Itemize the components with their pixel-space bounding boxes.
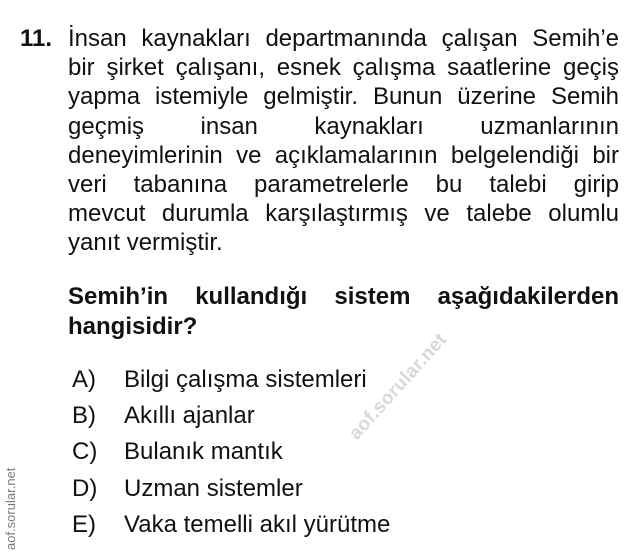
question-prompt — [68, 282, 619, 341]
stem-line: deneyimlerinin ve açıklamalarının belgelendiği bir — [68, 141, 619, 169]
option-text: Vaka temelli akıl yürütme — [124, 510, 391, 538]
option-d[interactable] — [72, 471, 390, 507]
option-c[interactable] — [72, 434, 390, 470]
option-letter: D) — [72, 474, 98, 502]
option-text: Akıllı ajanlar — [124, 402, 255, 430]
option-letter: A) — [72, 366, 96, 394]
stem-line: veri tabanına parametrelerle bu talebi girip — [68, 171, 619, 199]
option-letter: C) — [72, 438, 98, 466]
option-letter: E) — [72, 510, 96, 538]
option-text: Bulanık mantık — [124, 438, 283, 466]
stem-line: İnsan kaynakları departmanında çalışan Semih’e — [68, 25, 619, 52]
prompt-line: Semih’in kullandığı sistem aşağıdakilerden — [68, 283, 619, 310]
stem-line: yanıt vermiştir. — [68, 229, 223, 257]
stem-line: geçmiş insan kaynakları uzmanlarının — [68, 112, 619, 140]
option-text: Bilgi çalışma sistemleri — [124, 366, 367, 394]
question-stem — [68, 24, 619, 258]
option-text: Uzman sistemler — [124, 474, 303, 502]
option-b[interactable] — [72, 398, 390, 434]
prompt-line: hangisidir? — [68, 312, 198, 340]
diagonal-watermark: aof.sorular.net — [345, 329, 452, 445]
option-a[interactable] — [72, 362, 390, 398]
side-watermark: aof.sorular.net — [3, 467, 18, 550]
answer-options — [72, 362, 390, 543]
option-letter: B) — [72, 402, 96, 430]
stem-line: bir şirket çalışanı, esnek çalışma saatlerine geçiş — [68, 54, 619, 82]
question-number: 11. — [20, 25, 53, 52]
stem-line: yapma istemiyle gelmiştir. Bunun üzerine Semih — [68, 83, 619, 111]
option-e[interactable] — [72, 507, 390, 543]
stem-line: mevcut durumla karşılaştırmış ve talebe olumlu — [68, 200, 619, 228]
